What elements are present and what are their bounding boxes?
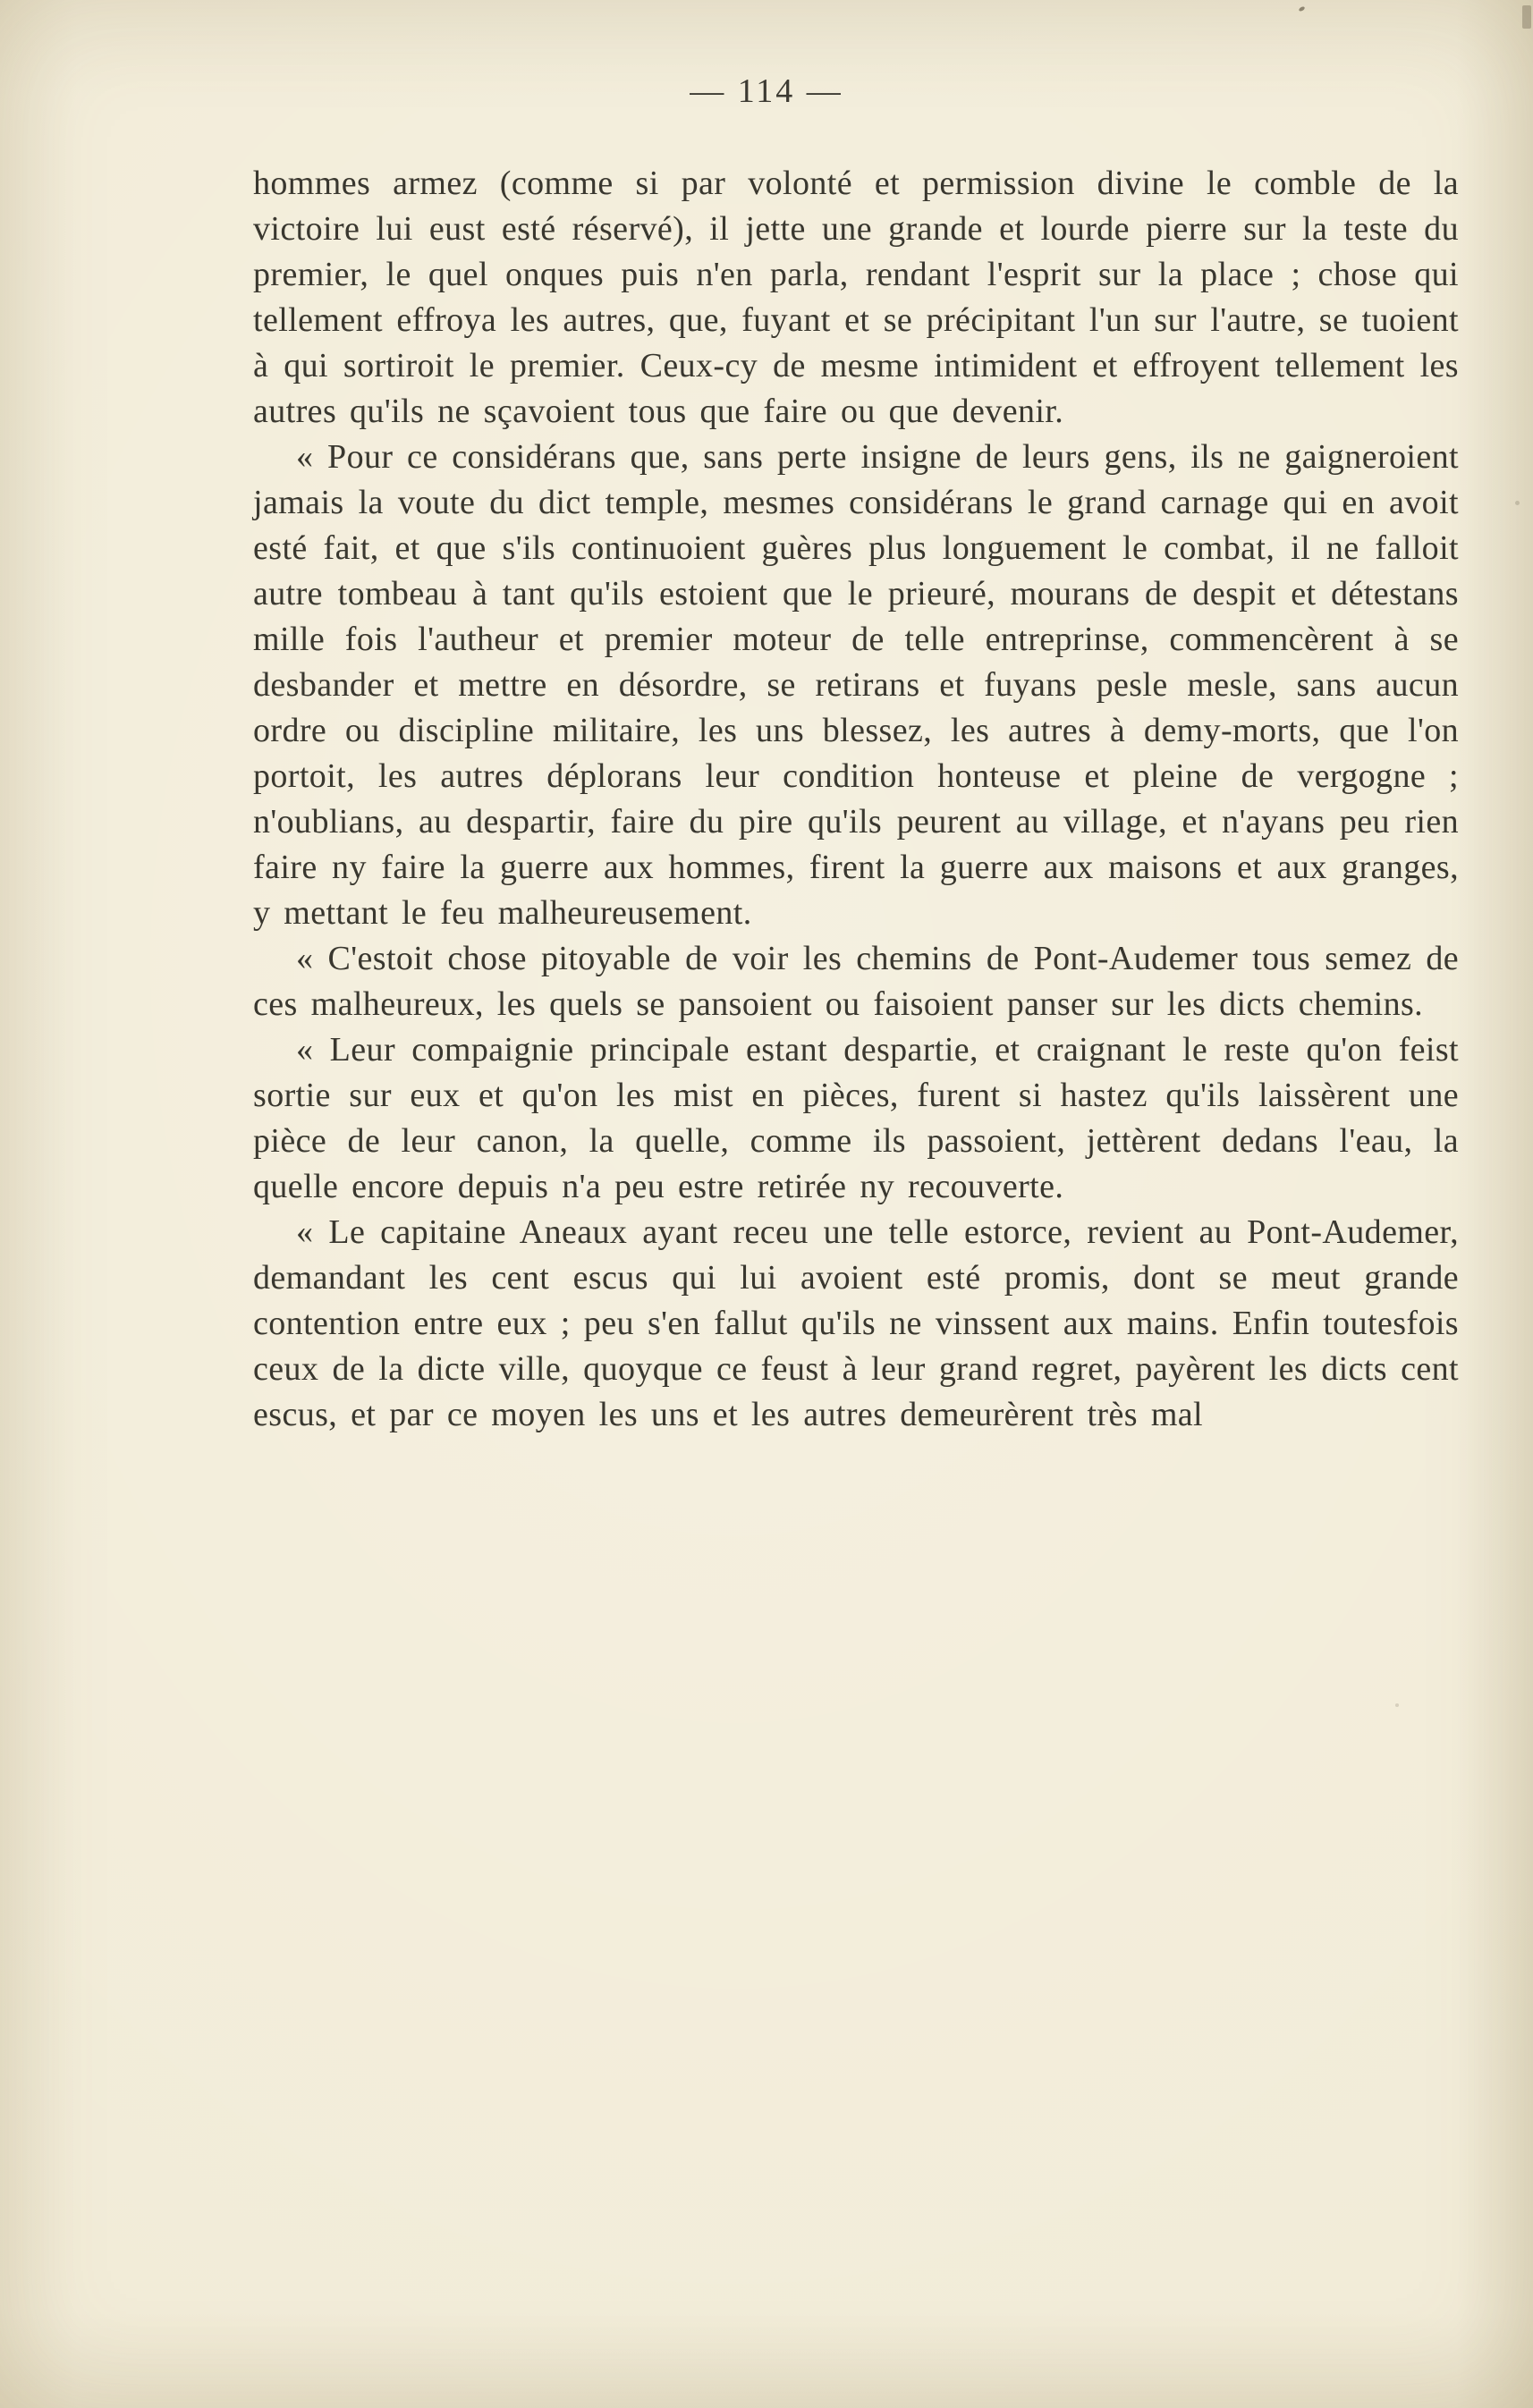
scan-speck <box>1395 1703 1399 1707</box>
paragraph: « Leur compaignie principale estant despartie, et craignant le reste qu'on feist sortie sur eux et qu'on les mist en pièces, furent si hastez qu'ils laissèrent une pièce de leur canon, la quelle, comme ils passoient, jettèrent dedans l'eau, la quelle encore depuis n'a peu estre retirée ny recouverte. <box>253 1031 1459 1205</box>
paragraph: « C'estoit chose pitoyable de voir les chemins de Pont-Audemer tous semez de ces malheureux, les quels se pansoient ou faisoient panser sur les dicts chemins. <box>253 940 1459 1023</box>
page-number: — 114 — <box>690 72 843 110</box>
text-block <box>253 161 1459 1438</box>
paragraph: hommes armez (comme si par volonté et permission divine le comble de la victoire lui eust esté réservé), il jette une grande et lourde pierre sur la teste du premier, le quel onques puis n'en parla, rendant l'esprit sur la place ; chose qui tellement effroya les autres, que, fuyant et se précipitant l'un sur l'autre, se tuoient à qui sortiroit le premier. Ceux-cy de mesme intimident et effroyent tellement les autres qu'ils ne sçavoient tous que faire ou que devenir. <box>253 165 1459 430</box>
scan-speck <box>1515 501 1520 505</box>
scan-speck <box>1522 5 1531 29</box>
paragraph: « Le capitaine Aneaux ayant receu une telle estorce, revient au Pont-Audemer, demandant les cent escus qui lui avoient esté promis, dont se meut grande contention entre eux ; peu s'en fallut qu'ils ne vinssent aux mains. Enfin toutesfois ceux de la dicte ville, quoyque ce feust à leur grand regret, payèrent les dicts cent escus, et par ce moyen les uns et les autres demeurèrent très mal <box>253 1213 1459 1433</box>
paragraph: « Pour ce considérans que, sans perte insigne de leurs gens, ils ne gaigneroient jamais la voute du dict temple, mesmes considérans le grand carnage qui en avoit esté fait, et que s'ils continuoient guères plus longuement le combat, il ne falloit autre tombeau à tant qu'ils estoient que le prieuré, mourans de despit et détestans mille fois l'autheur et premier moteur de telle entreprinse, commencèrent à se desbander et mettre en désordre, se retirans et fuyans pesle mesle, sans aucun ordre ou discipline militaire, les uns blessez, les autres à demy-morts, que l'on portoit, les autres déplorans leur condition honteuse et pleine de vergogne ; n'oublians, au despartir, faire du pire qu'ils peurent au village, et n'ayans peu rien faire ny faire la guerre aux hommes, firent la guerre aux maisons et aux granges, y mettant le feu malheureusement. <box>253 438 1459 932</box>
